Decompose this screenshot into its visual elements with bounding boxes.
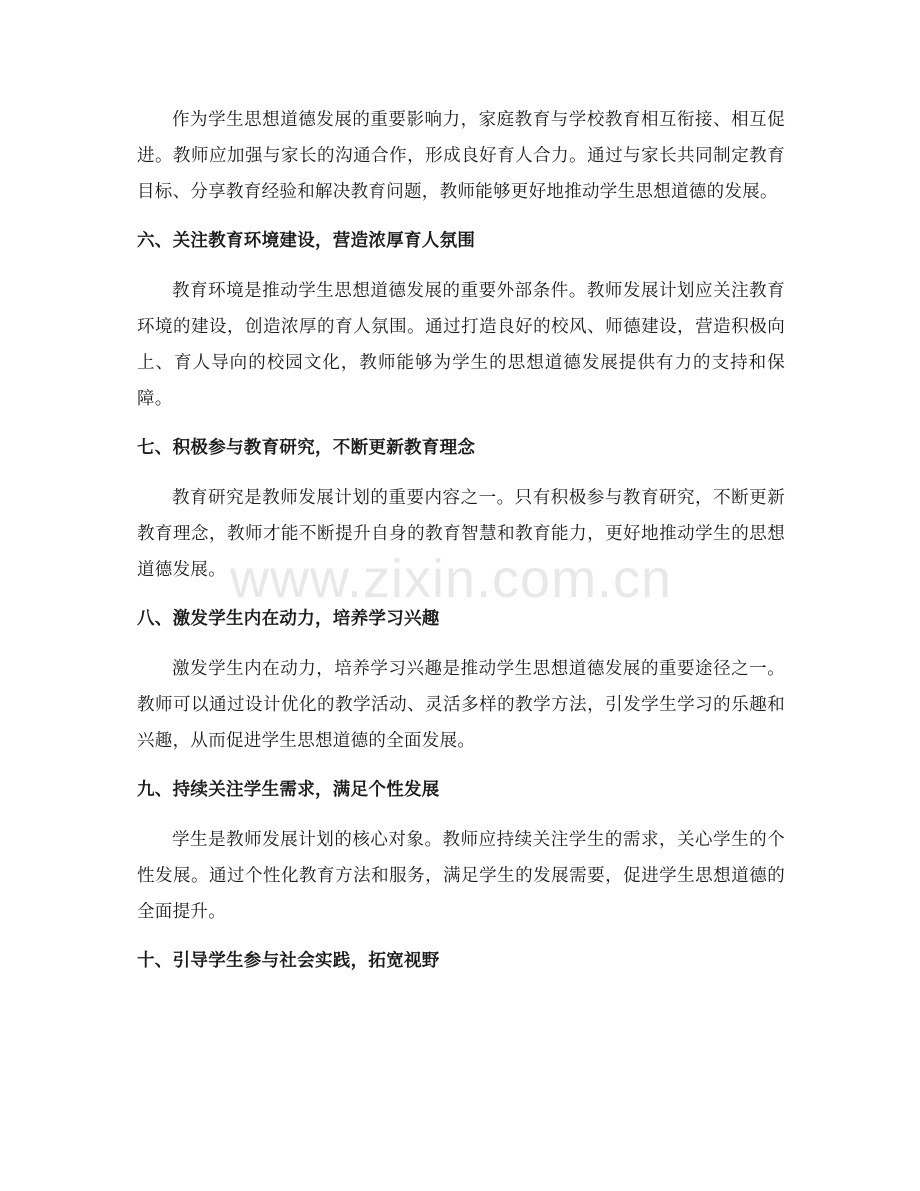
heading-section-8: 八、激发学生内在动力，培养学习兴趣: [137, 609, 440, 629]
paragraph-student-needs: 学生是教师发展计划的核心对象。教师应持续关注学生的需求，关心学生的个性发展。通过个性化教育方法和服务，满足学生的发展需要，促进学生思想道德的全面提升。: [137, 830, 785, 922]
watermark-text: www.zixin.com.cn: [230, 549, 673, 609]
heading-section-9: 九、持续关注学生需求，满足个性发展: [137, 780, 440, 800]
paragraph-education-environment: 教育环境是推动学生思想道德发展的重要外部条件。教师发展计划应关注教育环境的建设，创造浓厚的育人氛围。通过打造良好的校风、师德建设，营造积极向上、育人导向的校园文化，教师能够为学生的思想道德发展提供有力的支持和保障。: [137, 281, 785, 409]
paragraph-family-school-cooperation: 作为学生思想道德发展的重要影响力，家庭教育与学校教育相互衔接、相互促进。教师应加强与家长的沟通合作，形成良好育人合力。通过与家长共同制定教育目标、分享教育经验和解决教育问题，教师能够更好地推动学生思想道德的发展。: [137, 110, 785, 202]
heading-section-6: 六、关注教育环境建设，营造浓厚育人氛围: [137, 231, 476, 251]
heading-section-10: 十、引导学生参与社会实践，拓宽视野: [137, 951, 440, 971]
document-content: [137, 102, 785, 979]
paragraph-education-research: 教育研究是教师发展计划的重要内容之一。只有积极参与教育研究，不断更新教育理念，教师才能不断提升自身的教育智慧和教育能力，更好地推动学生的思想道德发展。: [137, 488, 785, 580]
heading-section-7: 七、积极参与教育研究，不断更新教育理念: [137, 438, 476, 458]
paragraph-learning-interest: 激发学生内在动力，培养学习兴趣是推动学生思想道德发展的重要途径之一。教师可以通过设计优化的教学活动、灵活多样的教学方法，引发学生学习的乐趣和兴趣，从而促进学生思想道德的全面发展。: [137, 659, 785, 751]
